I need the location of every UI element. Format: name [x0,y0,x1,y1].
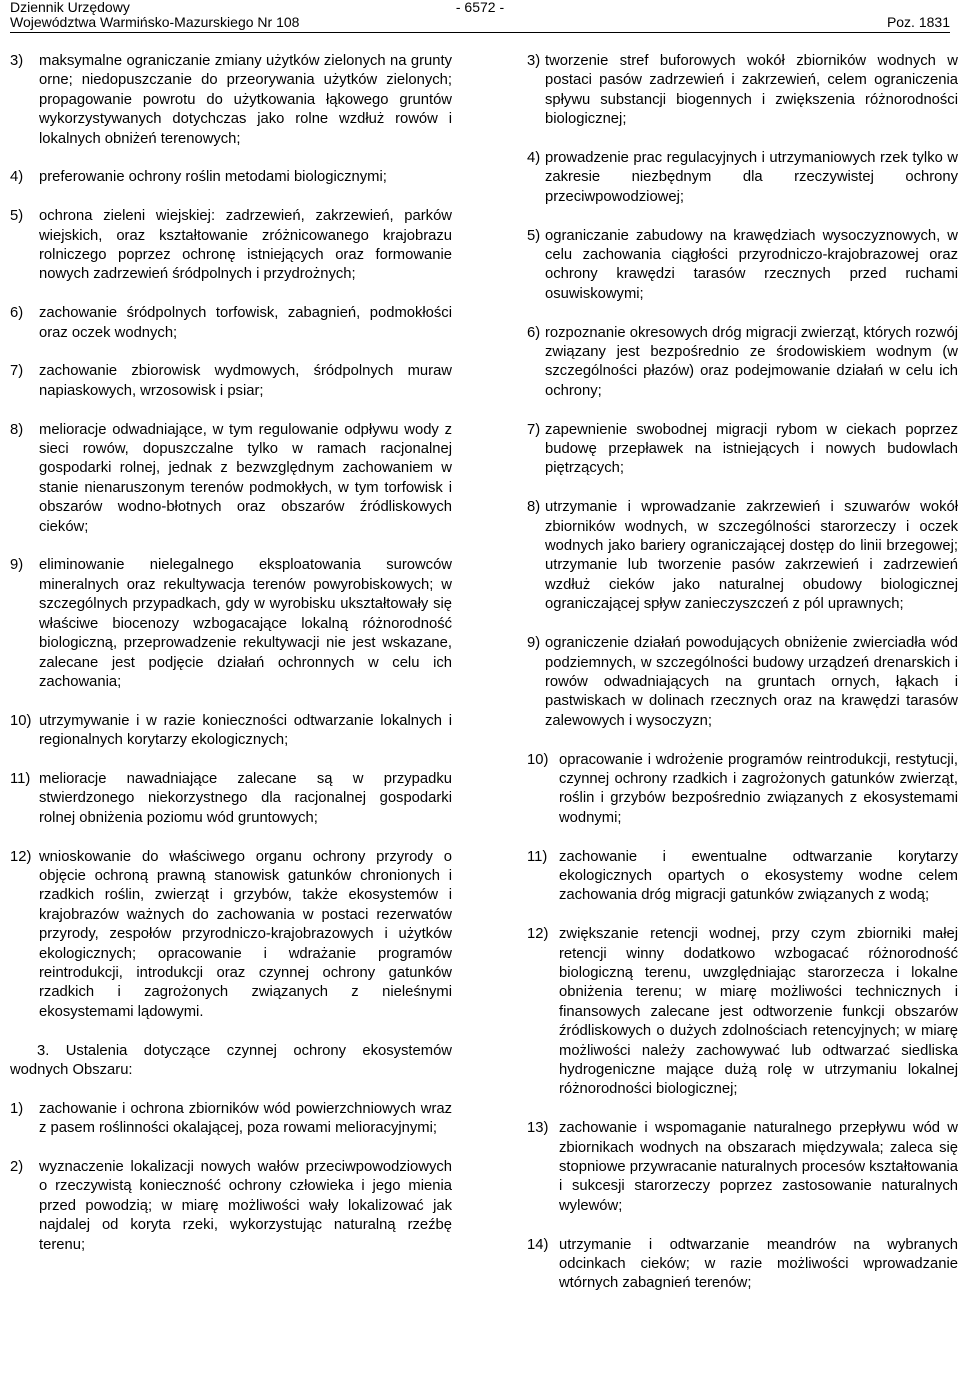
right-item-list [527,52,958,1294]
item-number: 13) [527,1120,549,1137]
list-item [10,1100,452,1139]
item-number: 11) [10,770,31,787]
list-item [527,324,958,402]
item-text: melioracje nawadniające zalecane są w przypadku stwierdzonego niekorzystnego dla racjonalnej gospodarki rolnej obniżenia poziomu wód gruntowych; [39,770,452,826]
list-item [10,848,452,1023]
list-item [527,498,958,614]
item-text: ograniczenie działań powodujących obniżenie zwierciadła wód podziemnych, w szczególności budowy urządzeń drenarskich i rowów odwadniających na gruntach ornych, łąkach i pastwiskach w dolinach rzecznych oraz na krawędzi tarasów zalewowych i wysoczyzn; [545,635,958,729]
page-header [10,0,950,33]
item-text: eliminowanie nielegalnego eksploatowania surowców mineralnych oraz rekultywacja terenów powyrobiskowych; w szczególnych przypadkach, gdy w wyrobisku ukształtowały się właściwe biocenozy wzbogacające lokalną różnorodność biologiczną, przeprowadzenie rekultywacji nie jest wskazane, zalecane jest podjęcie działań ochronnych w celu ich zachowania; [39,557,452,690]
list-item [527,52,958,130]
item-number: 12) [527,926,549,943]
item-text: zachowanie i ewentualne odtwarzanie korytarzy ekologicznych opartych o ekosystemy wodne celem zachowania dróg migracji gatunków związanych z wodą; [559,848,958,904]
list-item [10,712,452,751]
item-text: tworzenie stref buforowych wokół zbiorników wodnych w postaci pasów zadrzewień i zakrzewień, celem ograniczenia spływu substancji biogennych i zwiększenia różnorodności biologicznej; [545,53,958,128]
item-number: 6) [10,305,24,322]
item-text: zwiększanie retencji wodnej, przy czym zbiorniki małej retencji winny dodatkowo wzbogacać różnorodność biologiczną terenu, uwzględniając starorzecza i lokalne obniżenia terenu; w miarę możliwości technicznych i finansowych zalecane jest odtworzenie funkcji obszarów źródliskowych o dużych zdolnościach retencyjnych; w miarę możliwości należy zachowywać lub odtwarzać siedliska hydrogeniczne mające dużą rolę w utrzymaniu lokalnej różnorodności biologicznej; [559,926,958,1098]
list-item [10,362,452,401]
item-number: 7) [527,421,541,438]
item-number: 10) [10,712,32,729]
item-number: 4) [527,150,541,167]
list-item [527,925,958,1100]
list-item [527,1236,958,1294]
item-text: zachowanie śródpolnych torfowisk, zabagnień, podmokłości oraz oczek wodnych; [39,305,452,341]
item-text: maksymalne ograniczanie zmiany użytków zielonych na grunty orne; niedopuszczanie do przeorywania użytków zielonych; propagowanie powrotu do użytkowania łąkowego gruntów wykorzystywanych dotychczas jako rolne wzdłuż rowów i lokalnych obniżeń terenowych; [39,53,452,147]
list-item [10,556,452,692]
list-item [527,149,958,207]
item-number: 5) [10,208,24,225]
list-item [10,304,452,343]
item-number: 9) [10,557,24,574]
item-number: 8) [10,421,24,438]
item-number: 14) [527,1236,549,1253]
item-number: 7) [10,363,24,380]
item-number: 3) [10,53,24,69]
voivodeship-issue: Województwa Warmińsko-Mazurskiego Nr 108 [10,14,300,30]
item-number: 6) [527,324,541,341]
item-text: preferowanie ochrony roślin metodami biologicznymi; [39,169,387,186]
item-text: zachowanie i wspomaganie naturalnego przepływu wód w zbiornikach wodnych na obszarach międzywala; zaleca się stopniowe przywracanie naturalnych procesów kształtowania i sukcesji starorzeczy poprzez zastosowanie naturalnych wylewów; [559,1120,958,1214]
item-text: wnioskowanie do właściwego organu ochrony przyrody o objęcie ochroną prawną stanowisk gatunków chronionych i rzadkich roślin, zwierząt i grzybów, także ekosystemów i krajobrazów ważnych do zachowania w postaci rezerwatów przyrody, zespołów przyrodniczo-krajobrazowych i użytków ekologicznych; opracowanie i wdrażanie programów reintrodukcji, introdukcji oraz czynnej ochrony gatunków rzadkich i zagrożonych związanych z nieleśnymi ekosystemami lądowymi. [39,848,452,1020]
list-item [10,770,452,828]
item-text: utrzymanie i odtwarzanie meandrów na wybranych odcinkach cieków; w razie możliwości wprowadzanie wtórnych zabagnień terenów; [559,1236,958,1292]
position-number: Poz. 1831 [886,14,950,30]
item-text: zachowanie zbiorowisk wydmowych, śródpolnych muraw napiaskowych, wrzosowisk i psiar; [39,363,452,399]
list-item [527,751,958,829]
left-item-list [10,52,452,1022]
list-item [10,52,452,149]
section-3-heading: 3. Ustalenia dotyczące czynnej ochrony ekosystemów wodnych Obszaru: [10,1042,452,1078]
list-item [527,1119,958,1216]
list-item [527,227,958,305]
list-item [527,848,958,906]
list-item [10,168,452,187]
item-text: utrzymywanie i w razie konieczności odtwarzanie lokalnych i regionalnych korytarzy ekologicznych; [39,712,452,749]
item-text: prowadzenie prac regulacyjnych i utrzymaniowych rzek tylko w zakresie niezbędnym dla rzeczywistej ochrony przeciwpowodziowej; [545,150,958,205]
item-text: opracowanie i wdrożenie programów reintrodukcji, restytucji, czynnej ochrony rzadkich i zagrożonych gatunków zwierząt, roślin i grzybów bezpośrednio związanych z ekosystemami wodnymi; [559,751,958,826]
item-number: 11) [527,848,548,865]
item-text: zachowanie i ochrona zbiorników wód powierzchniowych wraz z pasem roślinności okalającej, poza rowami melioracyjnymi; [39,1100,452,1137]
list-item [527,634,958,731]
item-number: 5) [527,227,541,244]
item-number: 10) [527,751,549,768]
item-number: 12) [10,848,32,865]
item-text: wyznaczenie lokalizacji nowych wałów przeciwpowodziowych o rzeczywistą konieczność ochrony człowieka i jego mienia przed powodzią; w miarę możliwości wały lokalizować jak najdalej od koryta rzeki, wykorzystując naturalną rzeźbę terenu; [39,1158,452,1253]
item-number: 9) [527,635,541,652]
item-text: utrzymanie i wprowadzanie zakrzewień i szuwarów wokół zbiorników wodnych, w szczególności starorzeczy i oczek wodnych jako bariery ograniczającej dostęp do linii brzegowej; utrzymanie lub tworzenie pasów zakrzewień i zadrzewień wzdłuż cieków jako naturalnej obudowy biologicznej ograniczającej spływ zanieczyszczeń z pól uprawnych; [545,499,958,613]
item-number: 3) [527,53,541,69]
item-number: 4) [10,169,24,186]
item-text: melioracje odwadniające, w tym regulowanie odpływu wody z sieci rowów, dopuszczalne tylko w ramach racjonalnej gospodarki rolnej, jednak z bezwzględnym zachowaniem w stanie nienaruszonym terenów podmokłych, w tym torfowisk i obszarów wodno-błotnych oraz obszarów źródliskowych cieków; [39,421,452,535]
item-number: 1) [10,1100,24,1117]
list-item [527,421,958,479]
right-column [527,52,958,1313]
publication-title: Dziennik Urzędowy [10,0,130,15]
item-text: zapewnienie swobodnej migracji rybom w ciekach poprzez budowę przepławek na istniejących i nowych budowlach piętrzących; [545,421,958,477]
left-item-list-2 [10,1100,452,1255]
item-text: rozpoznanie okresowych dróg migracji zwierząt, których rozwój związany jest bezpośrednio ze środowiskiem wodnym (w szczególności płazów) oraz podejmowanie działań w celu ich ochrony; [545,324,958,399]
item-text: ochrona zieleni wiejskiej: zadrzewień, zakrzewień, parków wiejskich, oraz kształtowanie zróżnicowanego krajobrazu rolniczego poprzez ochronę istniejących oraz formowanie nowych zadrzewień śródpolnych i przydrożnych; [39,208,452,283]
list-item [10,421,452,537]
left-column [10,52,452,1274]
item-number: 2) [10,1158,24,1175]
list-item [10,1158,452,1255]
item-number: 8) [527,499,541,516]
page-number: - 6572 - [455,0,505,15]
item-text: ograniczanie zabudowy na krawędziach wysoczyznowych, w celu zachowania ciągłości przyrodniczo-krajobrazowej oraz ochrony krawędzi tarasów rzecznych przed ruchami osuwiskowymi; [545,227,958,302]
list-item [10,207,452,285]
